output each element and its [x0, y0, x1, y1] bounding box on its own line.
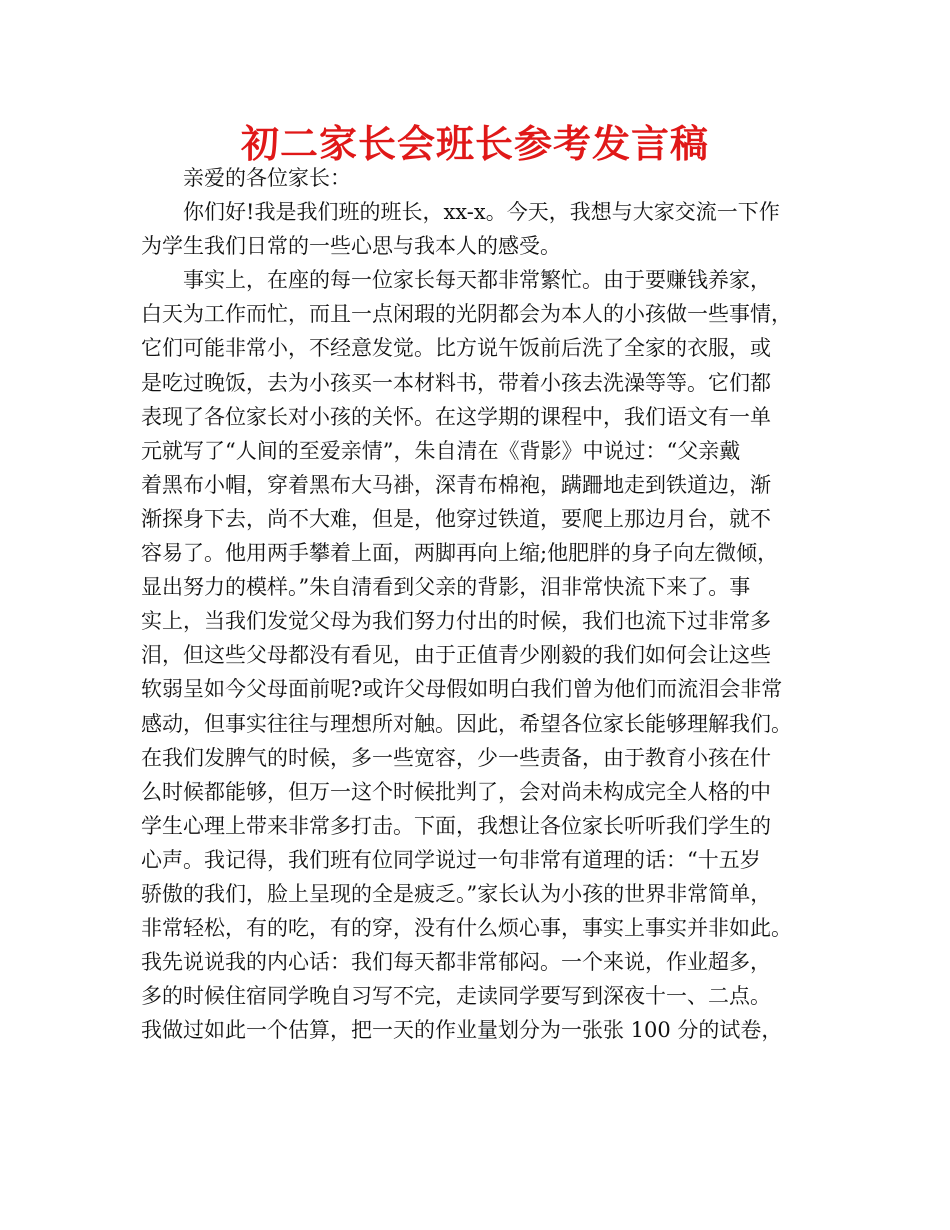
paragraph-line: 我先说说我的内心话：我们每天都非常郁闷。一个来说，作业超多， [141, 950, 771, 975]
paragraph-line: 我做过如此一个估算，把一天的作业量划分为一张张 100 分的试卷， [141, 1018, 783, 1043]
paragraph-line: 软弱呈如今父母面前呢?或许父母假如明白我们曾为他们而流泪会非常 [141, 677, 783, 702]
paragraph-line: 多的时候住宿同学晚自习写不完，走读同学要写到深夜十一、二点。 [141, 984, 771, 1009]
paragraph-line: 表现了各位家长对小孩的关怀。在这学期的课程中，我们语文有一单 [141, 404, 771, 429]
salutation-line: 亲爱的各位家长： [183, 166, 351, 190]
paragraph-line: 骄傲的我们，脸上呈现的全是疲乏。”家长认为小孩的世界非常简单， [141, 881, 772, 906]
paragraph-line: 心声。我记得，我们班有位同学说过一句非常有道理的话：“十五岁 [141, 847, 761, 872]
paragraph-line: 为学生我们日常的一些心思与我本人的感受。 [141, 234, 561, 259]
paragraph-line: 事实上，在座的每一位家长每天都非常繁忙。由于要赚钱养家， [183, 268, 771, 293]
paragraph-line: 非常轻松，有的吃，有的穿，没有什么烦心事，事实上事实并非如此。 [141, 916, 792, 941]
paragraph-line: 元就写了“人间的至爱亲情”，朱自清在《背影》中说过：“父亲戴 [141, 438, 741, 463]
paragraph-line: 泪，但这些父母都没有看见，由于正值青少刚毅的我们如何会让这些 [141, 643, 771, 668]
paragraph-line: 学生心理上带来非常多打击。下面，我想让各位家长听听我们学生的 [141, 813, 771, 838]
paragraph-line: 么时候都能够，但万一这个时候批判了，会对尚未构成完全人格的中 [141, 779, 771, 804]
paragraph-line: 显出努力的模样。”朱自清看到父亲的背影，泪非常快流下来了。事 [141, 575, 751, 600]
paragraph-line: 实上，当我们发觉父母为我们努力付出的时候，我们也流下过非常多 [141, 609, 771, 634]
document-body [141, 161, 831, 1047]
paragraph-line: 是吃过晚饭，去为小孩买一本材料书，带着小孩去洗澡等等。它们都 [141, 370, 771, 395]
paragraph-line: 着黑布小帽，穿着黑布大马褂，深青布棉袍，蹒跚地走到铁道边，渐 [141, 472, 771, 497]
paragraph-line: 在我们发脾气的时候，多一些宽容，少一些责备，由于教育小孩在什 [141, 745, 771, 770]
paragraph-line: 它们可能非常小，不经意发觉。比方说午饭前后洗了全家的衣服，或 [141, 336, 771, 361]
page-title: 初二家长会班长参考发言稿 [240, 121, 709, 166]
paragraph-line: 你们好!我是我们班的班长，xx-x。今天，我想与大家交流一下作 [183, 200, 780, 225]
paragraph-line: 容易了。他用两手攀着上面，两脚再向上缩;他肥胖的身子向左微倾， [141, 541, 779, 566]
paragraph-line: 渐探身下去，尚不大难，但是，他穿过铁道，要爬上那边月台，就不 [141, 506, 771, 531]
paragraph-line: 感动，但事实往往与理想所对触。因此，希望各位家长能够理解我们。 [141, 711, 792, 736]
paragraph-line: 白天为工作而忙，而且一点闲瑕的光阴都会为本人的小孩做一些事情， [141, 302, 792, 327]
